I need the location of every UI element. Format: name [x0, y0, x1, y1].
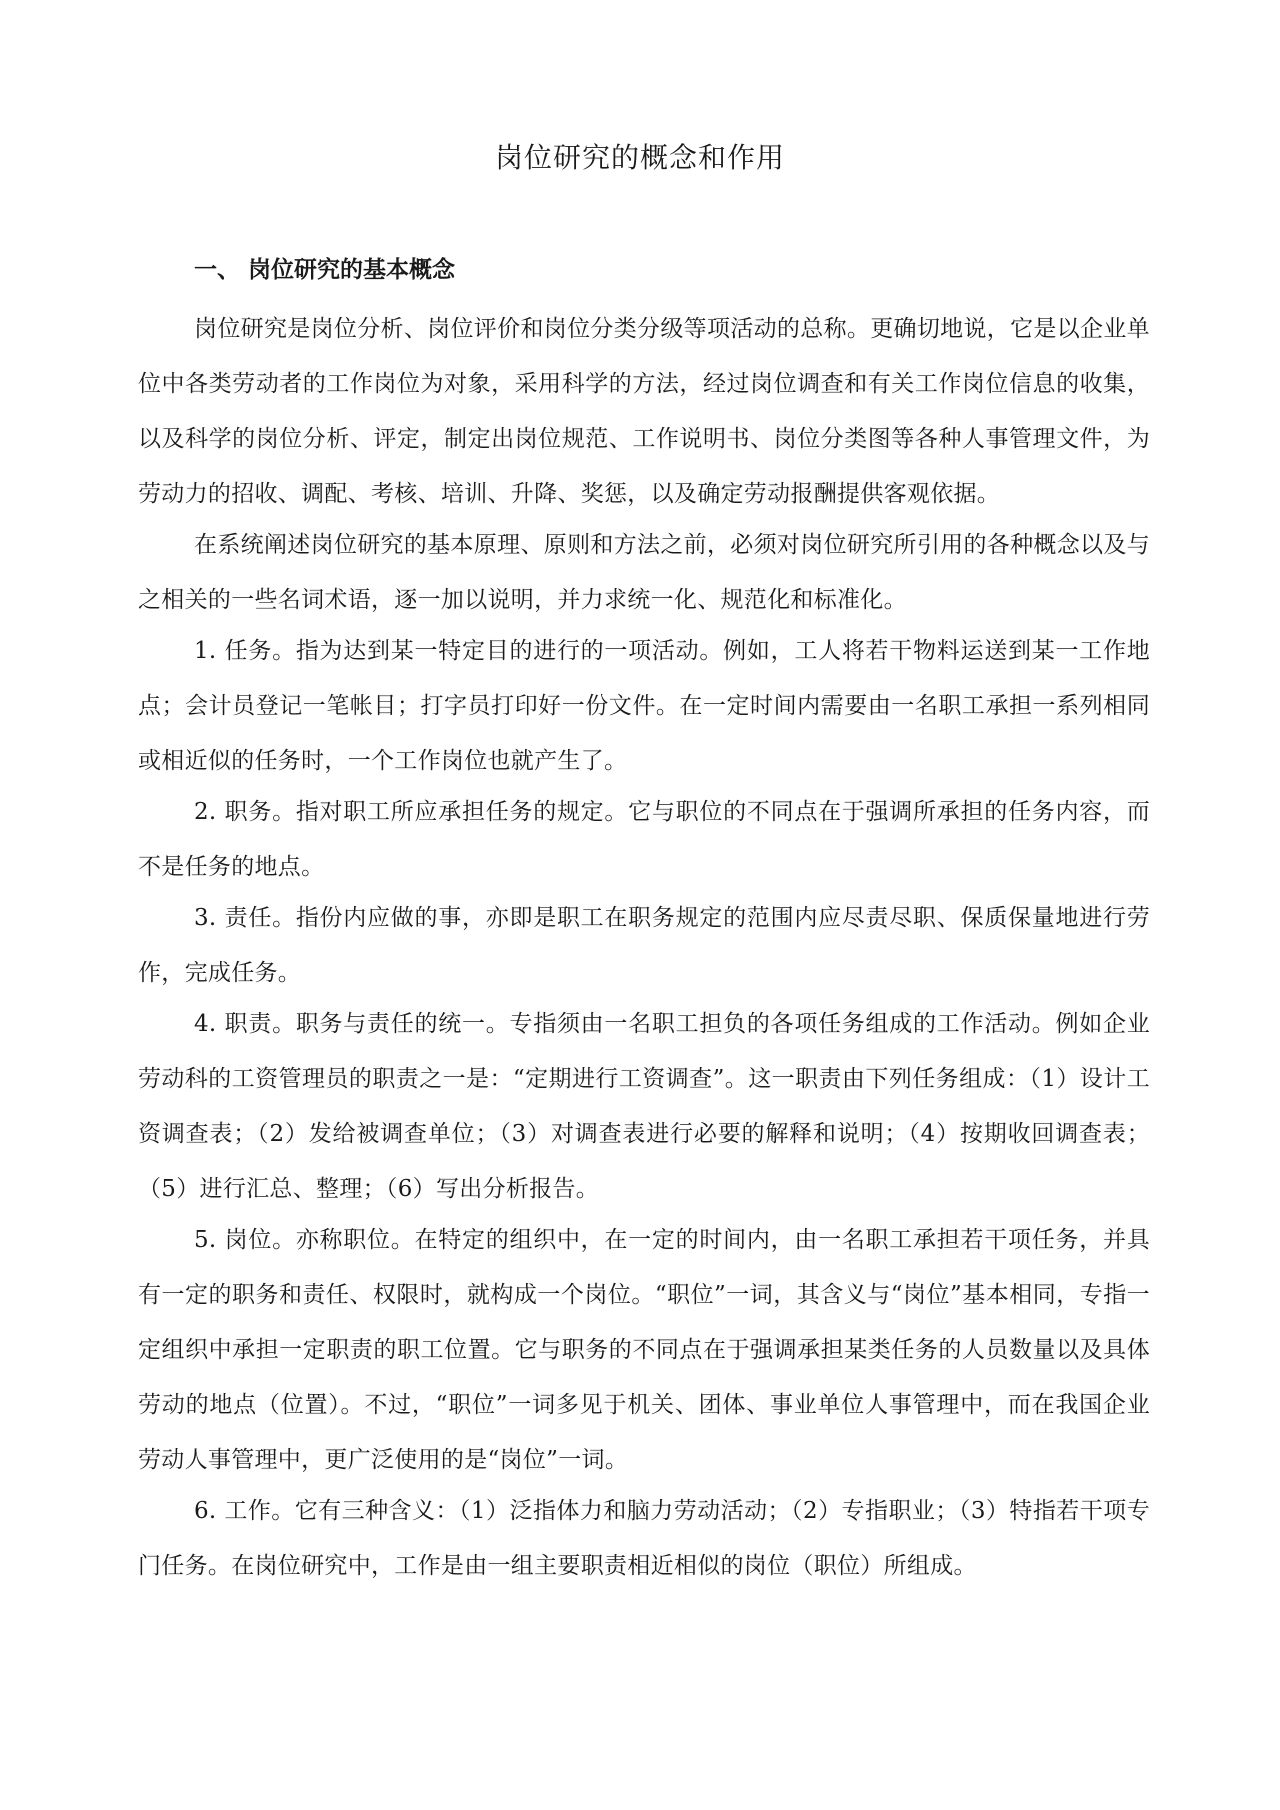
paragraph-term-task: 1. 任务。指为达到某一特定目的进行的一项活动。例如，工人将若干物料运送到某一工作地点；会计员登记一笔帐目；打字员打印好一份文件。在一定时间内需要由一名职工承担一系列相同或相近似的任务时，一个工作岗位也就产生了。	[138, 638, 1150, 774]
document-body	[138, 252, 1150, 1590]
document-title: 岗位研究的概念和作用	[494, 141, 785, 174]
section-heading: 一、 岗位研究的基本概念	[194, 256, 456, 283]
paragraph-term-work: 6. 工作。它有三种含义：（1）泛指体力和脑力劳动活动；（2）专指职业；（3）特指若干项专门任务。在岗位研究中，工作是由一组主要职责相近相似的岗位（职位）所组成。	[138, 1498, 1150, 1579]
paragraph-intro-terms: 在系统阐述岗位研究的基本原理、原则和方法之前，必须对岗位研究所引用的各种概念以及与之相关的一些名词术语，逐一加以说明，并力求统一化、规范化和标准化。	[138, 532, 1150, 613]
paragraph-term-job-responsibility: 4. 职责。职务与责任的统一。专指须由一名职工担负的各项任务组成的工作活动。例如企业劳动科的工资管理员的职责之一是：“定期进行工资调查”。这一职责由下列任务组成：（1）设计工资调查表；（2）发给被调查单位；（3）对调查表进行必要的解释和说明；（4）按期收回调查表；（5）进行汇总、整理；（6）写出分析报告。	[138, 1011, 1150, 1202]
paragraph-term-position: 5. 岗位。亦称职位。在特定的组织中，在一定的时间内，由一名职工承担若干项任务，并具有一定的职务和责任、权限时，就构成一个岗位。“职位”一词，其含义与“岗位”基本相同，专指一定组织中承担一定职责的职工位置。它与职务的不同点在于强调承担某类任务的人员数量以及具体劳动的地点（位置）。不过，“职位”一词多见于机关、团体、事业单位人事管理中，而在我国企业劳动人事管理中，更广泛使用的是“岗位”一词。	[138, 1227, 1150, 1473]
paragraph-definition: 岗位研究是岗位分析、岗位评价和岗位分类分级等项活动的总称。更确切地说，它是以企业单位中各类劳动者的工作岗位为对象，采用科学的方法，经过岗位调查和有关工作岗位信息的收集，以及科学的岗位分析、评定，制定出岗位规范、工作说明书、岗位分类图等各种人事管理文件，为劳动力的招收、调配、考核、培训、升降、奖惩，以及确定劳动报酬提供客观依据。	[138, 316, 1150, 507]
paragraph-term-responsibility: 3. 责任。指份内应做的事，亦即是职工在职务规定的范围内应尽责尽职、保质保量地进行劳作，完成任务。	[138, 905, 1150, 986]
paragraph-term-duty: 2. 职务。指对职工所应承担任务的规定。它与职位的不同点在于强调所承担的任务内容，而不是任务的地点。	[138, 799, 1150, 880]
